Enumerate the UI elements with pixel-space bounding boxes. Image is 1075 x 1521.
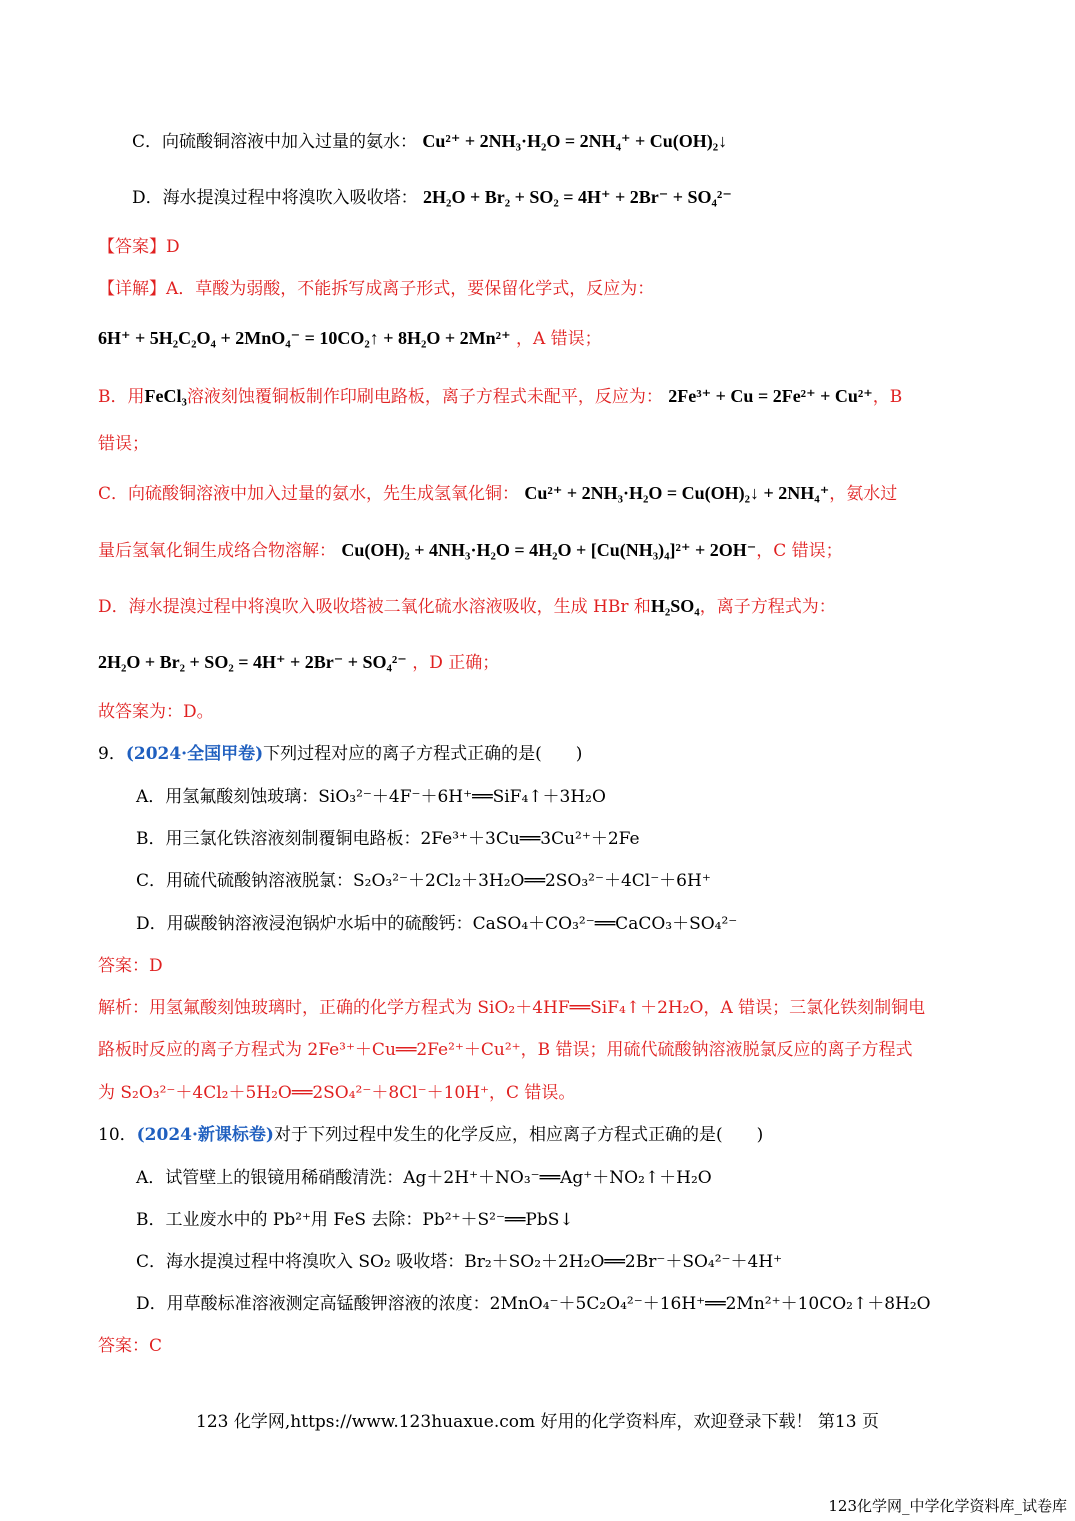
question-10-answer: 答案：C [98,1336,163,1356]
explain-c-tail: ，氨水过 [829,484,898,504]
explain-c-cont-tail: ，C 错误； [756,541,843,561]
question-9-option-a: A．用氢氟酸刻蚀玻璃：SiO₃²⁻＋4F⁻＋6H⁺══SiF₄↑＋3H₂O [136,787,606,807]
question-10-text: 对于下列过程中发生的化学反应，相应离子方程式正确的是( ) [273,1125,764,1145]
explain-d-equation: 2H₂O + Br₂ + SO₂ = 4H⁺ + 2Br⁻ + SO₄²⁻ [98,652,407,672]
explain-d-equation-line [98,650,499,675]
explain-b-chem: FeCl₃ [144,386,187,406]
explain-a-equation: 6H⁺ + 5H₂C₂O₄ + 2MnO₄⁻ = 10CO₂↑ + 8H₂O + 2Mn²⁺ [98,328,511,348]
question-9-option-d: D．用碳酸钠溶液浸泡锅炉水垢中的硫酸钙：CaSO₄＋CO₃²⁻══CaCO₃＋SO₄²⁻ [136,914,738,934]
explain-c-cont-line [98,538,843,563]
question-9-answer: 答案：D [98,956,163,976]
explain-d-pre: D．海水提溴过程中将溴吹入吸收塔被二氧化硫水溶液吸收，生成 HBr 和 [98,597,651,617]
explain-d-tail: ，离子方程式为： [699,597,836,617]
question-9-source: (2024·全国甲卷) [125,744,264,764]
question-9 [98,742,582,766]
conclusion: 故答案为：D。 [98,702,214,722]
explain-b-line [98,384,902,409]
explain-a: 【详解】A．草酸为弱酸，不能拆写成离子形式，要保留化学式，反应为： [98,279,655,299]
explain-b-pre: B．用 [98,387,145,407]
question-9-number: 9． [98,744,126,764]
answer-label: 【答案】D [98,237,180,257]
watermark: 123化学网_中学化学资料库_试卷库 [828,1497,1067,1515]
explain-a-tail: ，A 错误； [515,329,602,349]
question-10-option-a: A．试管壁上的银镜用稀硝酸清洗：Ag＋2H⁺＋NO₃⁻══Ag⁺＋NO₂↑＋H₂O [136,1168,712,1188]
option-d-line [132,185,732,210]
explain-c-line [98,481,897,506]
explain-d-equation-tail: ，D 正确； [412,653,500,673]
explain-c-pre: C．向硫酸铜溶液中加入过量的氨水，先生成氢氧化铜： [98,484,520,504]
question-9-text: 下列过程对应的离子方程式正确的是( ) [263,744,583,764]
explain-d-chem: H₂SO₄ [650,596,700,616]
question-9-analysis-1: 解析：用氢氟酸刻蚀玻璃时，正确的化学方程式为 SiO₂＋4HF══SiF₄↑＋2H₂O，A 错误；三氯化铁刻制铜电 [98,998,926,1018]
option-c-equation: Cu²⁺ + 2NH₃·H₂O = 2NH₄⁺ + Cu(OH)₂↓ [422,131,728,151]
question-10-number: 10． [98,1125,137,1145]
option-d-text: D．海水提溴过程中将溴吹入吸收塔： [132,188,418,208]
option-c-line [132,129,727,154]
explain-b-mid: 溶液刻蚀覆铜板制作印刷电路板，离子方程式未配平，反应为： [186,387,663,407]
question-10-source: (2024·新课标卷) [136,1125,274,1145]
option-d-equation: 2H₂O + Br₂ + SO₂ = 4H⁺ + 2Br⁻ + SO₄²⁻ [423,187,732,207]
explain-b-tail: ，B [872,387,903,407]
question-9-option-b: B．用三氯化铁溶液刻制覆铜电路板：2Fe³⁺＋3Cu══3Cu²⁺＋2Fe [136,829,640,849]
page-footer: 123 化学网,https://www.123huaxue.com 好用的化学资料库，欢迎登录下载！ 第13 页 [196,1412,879,1432]
explain-c-cont-pre: 量后氢氧化铜生成络合物溶解： [98,541,336,561]
explain-a-equation-line [98,326,602,351]
explain-b-cont: 错误； [98,434,149,454]
question-9-analysis-2: 路板时反应的离子方程式为 2Fe³⁺＋Cu══2Fe²⁺＋Cu²⁺，B 错误；用硫代硫酸钠溶液脱氯反应的离子方程式 [98,1040,913,1060]
option-c-text: C．向硫酸铜溶液中加入过量的氨水： [132,132,418,152]
explain-c-cont-equation: Cu(OH)₂ + 4NH₃·H₂O = 4H₂O + [Cu(NH₃)₄]²⁺ + 2OH⁻ [341,540,757,560]
question-10-option-b: B．工业废水中的 Pb²⁺用 FeS 去除：Pb²⁺＋S²⁻══PbS↓ [136,1210,574,1230]
question-10-option-d: D．用草酸标准溶液测定高锰酸钾溶液的浓度：2MnO₄⁻＋5C₂O₄²⁻＋16H⁺══2Mn²⁺＋10CO₂↑＋8H₂O [136,1294,931,1314]
question-9-analysis-3: 为 S₂O₃²⁻＋4Cl₂＋5H₂O══2SO₄²⁻＋8Cl⁻＋10H⁺，C 错误。 [98,1083,576,1103]
explain-b-equation: 2Fe³⁺ + Cu = 2Fe²⁺ + Cu²⁺ [668,386,873,406]
question-9-option-c: C．用硫代硫酸钠溶液脱氯：S₂O₃²⁻＋2Cl₂＋3H₂O══2SO₃²⁻＋4Cl⁻＋6H⁺ [136,871,711,891]
explain-c-equation: Cu²⁺ + 2NH₃·H₂O = Cu(OH)₂↓ + 2NH₄⁺ [524,483,830,503]
explain-d-line [98,594,836,619]
question-10 [98,1123,763,1147]
question-10-option-c: C．海水提溴过程中将溴吹入 SO₂ 吸收塔：Br₂＋SO₂＋2H₂O══2Br⁻＋SO₄²⁻＋4H⁺ [136,1252,783,1272]
